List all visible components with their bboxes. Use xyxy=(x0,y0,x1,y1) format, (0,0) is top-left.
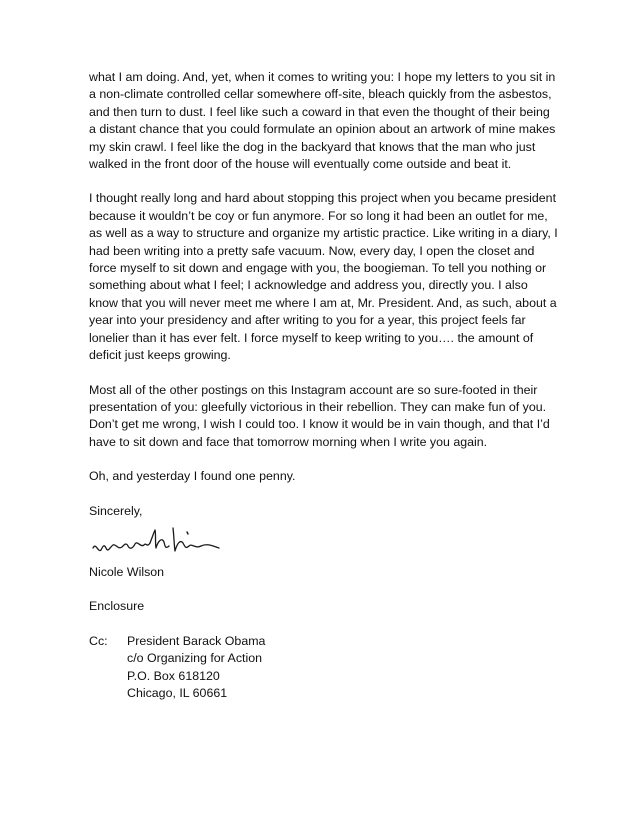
cc-address xyxy=(127,633,265,703)
cc-block xyxy=(89,633,559,703)
paragraph-3: Most all of the other postings on this Instagram account are so sure-footed in their presentation of you: gleefully victorious in their rebellion. They can make fun of you. Don’t get me wrong, I wish I could too. I know it would be in vain though, and that I’d have to sit down and face that tomorrow morning when I write you again. xyxy=(89,382,550,449)
cc-line: c/o Organizing for Action xyxy=(127,651,262,666)
cc-label: Cc: xyxy=(89,633,108,648)
cc-line: Chicago, IL 60661 xyxy=(127,685,228,700)
closing: Sincerely, xyxy=(89,503,143,518)
handwritten-signature xyxy=(89,522,249,564)
letter-body xyxy=(89,69,559,702)
cc-line: P.O. Box 618120 xyxy=(127,668,220,683)
enclosure-note: Enclosure xyxy=(89,599,145,614)
paragraph-4: Oh, and yesterday I found one penny. xyxy=(89,469,296,484)
paragraph-2: I thought really long and hard about stopping this project when you became president because it wouldn’t be coy or fun anymore. For so long it had been an outlet for me, as well as a way to structure and organize my artistic practice. Like writing in a diary, I had been writing into a pretty safe vacuum. Now, every day, I open the closet and force myself to sit down and engage with you, the boogieman. To tell you nothing or something about what I feel; I acknowledge and address you, directly you. I also know that you will never meet me where I am at, Mr. President. And, as such, about a year into your presidency and after writing to you for a year, this project feels far lonelier than it has ever felt. I force myself to keep writing to you…. the amount of deficit just keeps growing. xyxy=(89,191,558,363)
paragraph-1: what I am doing. And, yet, when it comes to writing you: I hope my letters to you sit in a non-climate controlled cellar somewhere off-site, bleach quickly from the asbestos, and then turn to dust. I feel like such a coward in that even the thought of their being a distant chance that you could formulate an opinion about an artwork of mine makes my skin crawl. I feel like the dog in the backyard that knows that the man who just walked in the front door of the house will eventually come outside and beat it. xyxy=(89,70,556,172)
cc-line: President Barack Obama xyxy=(127,633,266,648)
signer-name: Nicole Wilson xyxy=(89,564,165,579)
